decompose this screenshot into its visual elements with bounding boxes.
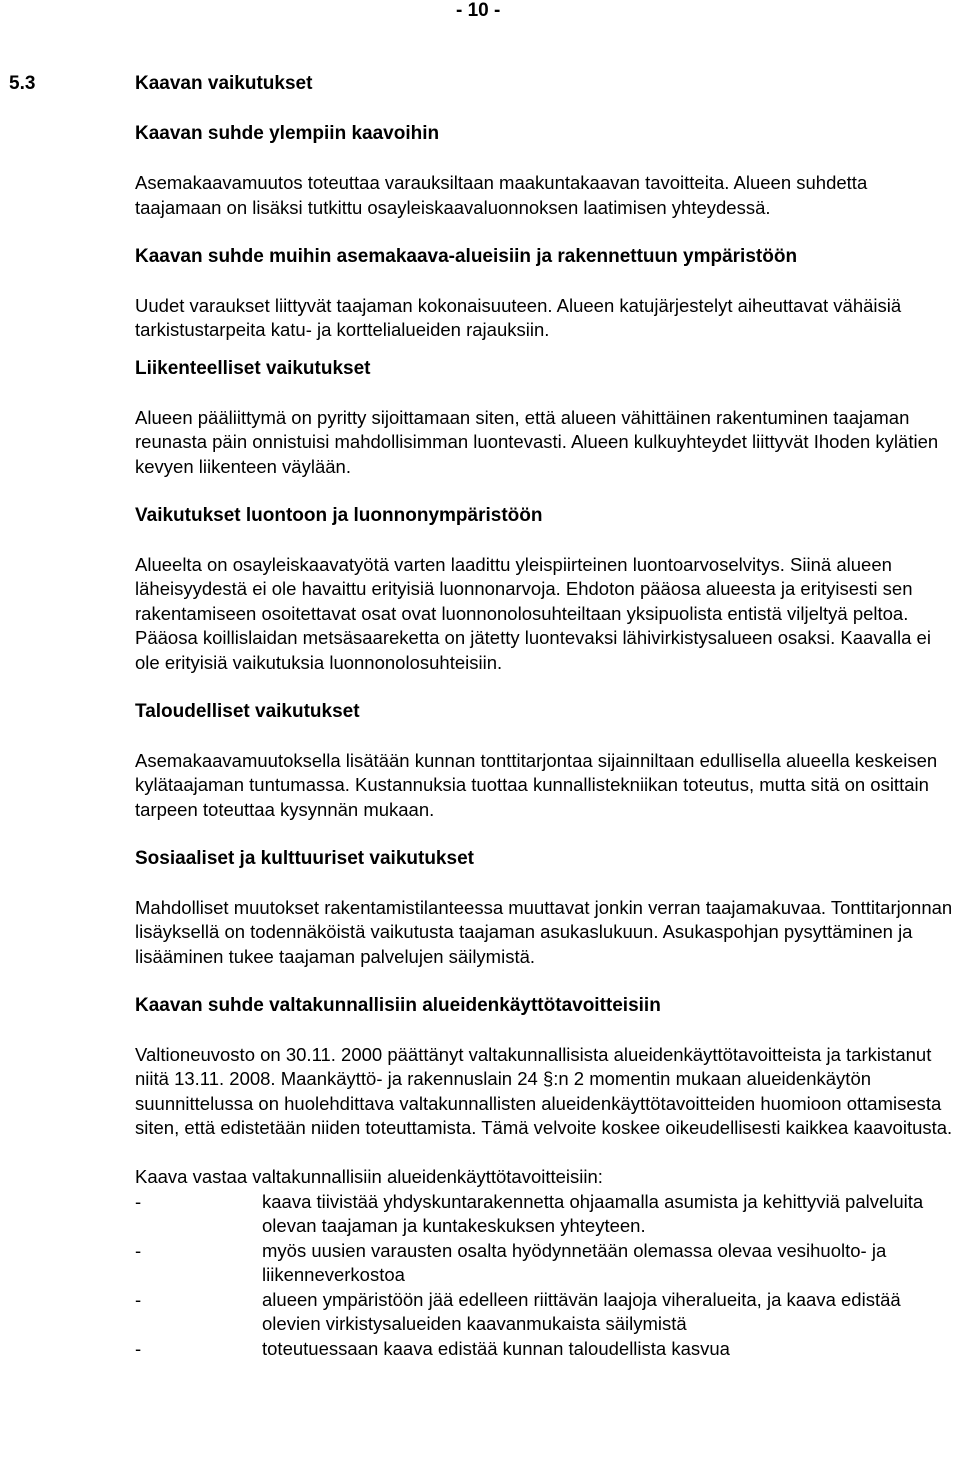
paragraph-traffic: Alueen pääliittymä on pyritty sijoittamaan siten, että alueen vähittäinen rakentuminen taajaman reunasta päin onnistuisi mahdollisimman luontevasti. Alueen kulkuyhteydet liittyvät Ihoden kylätien kevyen liikenteen väylään. [135, 406, 939, 477]
list-item-text: myös uusien varausten osalta hyödynnetään olemassa olevaa vesihuolto- ja liikenneverkostoa [262, 1239, 887, 1285]
list-item [135, 1337, 953, 1362]
subheading-traffic: Liikenteelliset vaikutukset [135, 357, 371, 379]
section-title: Kaavan vaikutukset [135, 73, 313, 94]
list-dash: - [135, 1337, 142, 1359]
list-dash: - [135, 1190, 142, 1212]
page-number: - 10 - [456, 0, 501, 21]
subheading-social: Sosiaaliset ja kulttuuriset vaikutukset [135, 847, 474, 869]
list-dash: - [135, 1239, 142, 1261]
paragraph-higher-plans: Asemakaavamuutos toteuttaa varauksiltaan maakuntakaavan tavoitteita. Alueen suhdetta taajamaan on lisäksi tutkittu osayleiskaavaluonnoksen laatimisen yhteydessä. [135, 172, 868, 218]
list-item-text: alueen ympäristöön jää edelleen riittävän laajoja viheralueita, ja kaava edistää olevien virkistysalueiden kaavanmukaista säilymistä [262, 1288, 901, 1334]
list-item [135, 1239, 953, 1288]
list-item-text: toteutuessaan kaava edistää kunnan taloudellista kasvua [262, 1337, 730, 1359]
paragraph-nature: Alueelta on osayleiskaavatyötä varten laadittu yleispiirteinen luontoarvoselvitys. Siinä alueen läheisyydestä ei ole havaittu erityisiä luonnonarvoja. Ehdoton pääosa alueesta ja erityisesti sen rakentamiseen osoitettavat osat ovat luonnonolosuhteiltaan yksipuolista entistä viljeltyä peltoa. Pääosa koillislaidan metsäsaareketta on jätetty luontevaksi lähivirkistysalueen osaksi. Kaavalla ei ole erityisiä vaikutuksia luonnonolosuhteisiin. [135, 553, 931, 673]
subheading-nature: Vaikutukset luontoon ja luonnonympäristöön [135, 504, 543, 526]
section-number: 5.3 [9, 73, 36, 94]
goals-list [135, 1190, 953, 1362]
subheading-other-plans: Kaavan suhde muihin asemakaava-alueisiin ja rakennettuun ympäristöön [135, 245, 798, 267]
paragraph-other-plans: Uudet varaukset liittyvät taajaman kokonaisuuteen. Alueen katujärjestelyt aiheuttavat vähäisiä tarkistustarpeita katu- ja korttelialueiden rajauksiin. [135, 294, 902, 340]
list-item [135, 1288, 953, 1337]
paragraph-national-goals: Valtioneuvosto on 30.11. 2000 päättänyt valtakunnallisista alueidenkäyttötavoitteista ja tarkistanut niitä 13.11. 2008. Maankäyttö- ja rakennuslain 24 §:n 2 momentin mukaan alueidenkäytön suunnittelussa on huolehdittava valtakunnallisten alueidenkäyttötavoitteiden huomioon ottamisesta siten, että edistetään niiden toteuttamista. Tämä velvoite koskee oikeudellisesti kaikkea kaavoitusta. [135, 1043, 953, 1138]
list-item-text: kaava tiivistää yhdyskuntarakennetta ohjaamalla asumista ja kehittyviä palveluita olevan taajaman ja kuntakeskuksen yhteyteen. [262, 1190, 924, 1236]
subheading-economic: Taloudelliset vaikutukset [135, 700, 360, 722]
document-body [135, 122, 953, 1361]
paragraph-economic: Asemakaavamuutoksella lisätään kunnan tonttitarjontaa sijainniltaan edullisella alueella keskeisen kylätaajaman tuntumassa. Kustannuksia tuottaa kunnallistekniikan toteutus, mutta sitä on osittain tarpeen toteuttaa kysynnän mukaan. [135, 749, 938, 820]
list-item [135, 1190, 953, 1239]
paragraph-social: Mahdolliset muutokset rakentamistilanteessa muuttavat jonkin verran taajamakuvaa. Tonttitarjonnan lisäyksellä on todennäköistä vaikutusta taajaman asukaslukuun. Asukaspohjan pysyttäminen ja lisääminen tukee taajaman palvelujen säilymistä. [135, 896, 953, 967]
list-intro: Kaava vastaa valtakunnallisiin alueidenkäyttötavoitteisiin: [135, 1166, 603, 1187]
subheading-national-goals: Kaavan suhde valtakunnallisiin alueidenkäyttötavoitteisiin [135, 994, 661, 1016]
list-dash: - [135, 1288, 142, 1310]
subheading-higher-plans: Kaavan suhde ylempiin kaavoihin [135, 123, 440, 144]
